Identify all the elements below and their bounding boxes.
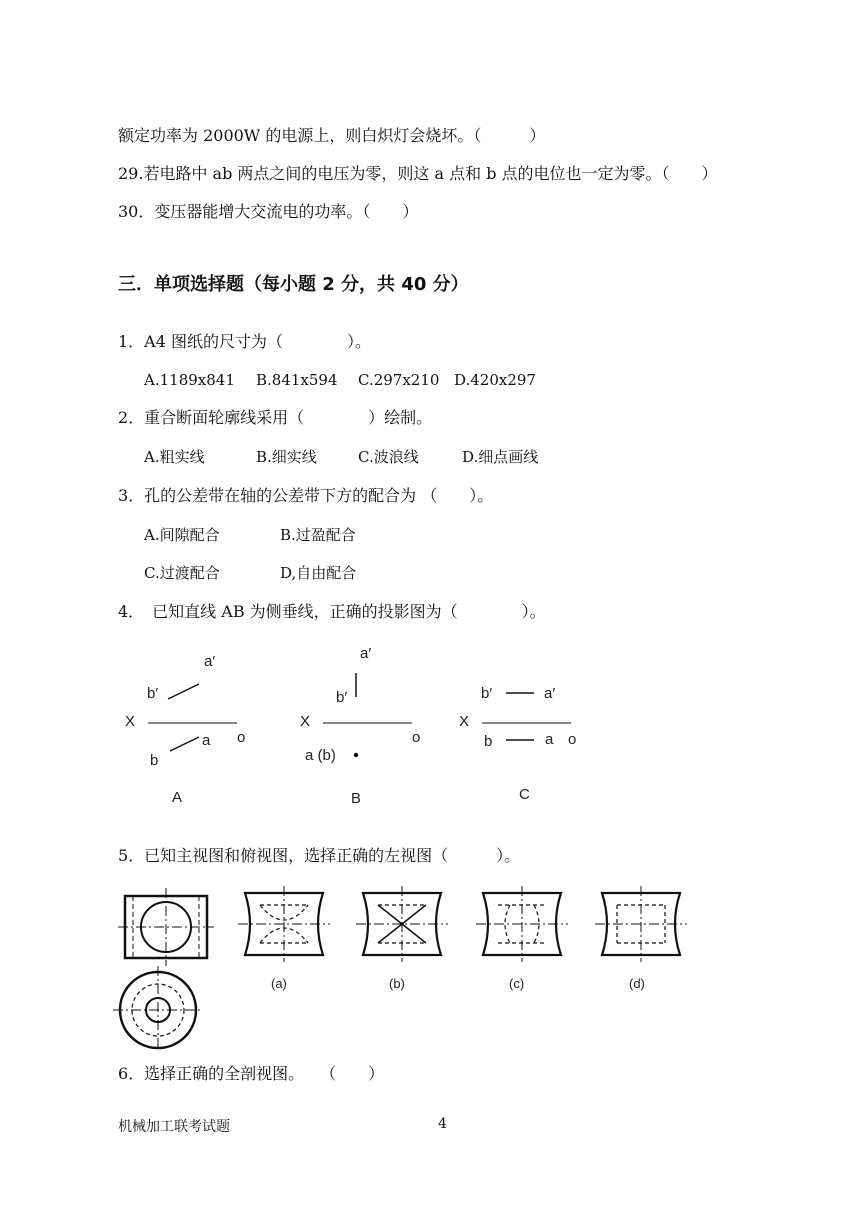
question-3-stem: 3．孔的公差带在轴的公差带下方的配合为 （ ）。 [118, 486, 494, 505]
option-d-view [595, 886, 687, 962]
top-view [113, 966, 203, 1050]
page-number: 4 [438, 1116, 447, 1132]
fig-a-line-ab [170, 737, 199, 751]
q1-option-b: B.841x594 [256, 371, 338, 389]
fig-a-b-prime-label: b′ [147, 685, 159, 702]
option-c-caption: (c) [509, 976, 525, 991]
q1-option-d: D.420x297 [454, 371, 536, 389]
fig-c-a-label: a [545, 731, 554, 748]
fig-b-b-prime-label: b′ [336, 689, 348, 706]
option-a-caption: (a) [271, 976, 287, 991]
q3-option-a: A.间隙配合 [144, 526, 220, 544]
option-c-view [476, 886, 568, 962]
q2-option-c: C.波浪线 [358, 448, 419, 466]
question-2-stem: 2．重合断面轮廓线采用（ ）绘制。 [118, 408, 433, 427]
q2-option-b: B.细实线 [256, 448, 317, 466]
section-title: 三．单项选择题（每小题 2 分，共 40 分） [118, 274, 469, 295]
fig-b-a-prime-label: a′ [360, 645, 372, 662]
q3-option-c: C.过渡配合 [144, 564, 220, 582]
option-a-view [238, 886, 330, 962]
fig-a-o-label: o [237, 729, 246, 746]
fig-b-x-label: X [300, 713, 311, 730]
tf-item-29: 29.若电路中 ab 两点之间的电压为零，则这 a 点和 b 点的电位也一定为零。（ ） [118, 164, 718, 183]
option-b-caption: (b) [389, 976, 405, 991]
fig-c-x-label: X [459, 713, 470, 730]
q5-view-figures [110, 880, 710, 1050]
tf-item-30: 30．变压器能增大交流电的功率。（ ） [118, 202, 419, 221]
fig-a-b-label: b [150, 752, 159, 769]
fig-a-line-ab-prime [168, 684, 199, 699]
footer-title: 机械加工联考试题 [118, 1119, 230, 1135]
fig-b-o-label: o [412, 729, 421, 746]
question-4-stem: 4． 已知直线 AB 为侧垂线，正确的投影图为（ ）。 [118, 602, 546, 621]
fig-a-x-label: X [125, 713, 136, 730]
q2-option-a: A.粗实线 [144, 448, 205, 466]
fig-c-o-label: o [568, 731, 577, 748]
q1-option-a: A.1189x841 [144, 371, 235, 389]
fig-c-caption: C [519, 786, 530, 803]
question-6-stem: 6．选择正确的全剖视图。 （ ） [118, 1064, 385, 1083]
fig-a-a-label: a [202, 732, 211, 749]
continuation-text: 额定功率为 2000W 的电源上，则白炽灯会烧坏。（ ） [118, 126, 546, 145]
fig-c-b-label: b [484, 733, 493, 750]
q3-option-b: B.过盈配合 [280, 526, 356, 544]
fig-b-ab-label: a (b) [305, 747, 336, 764]
fig-b-point-ab [354, 753, 358, 757]
q1-option-c: C.297x210 [358, 371, 440, 389]
question-1-stem: 1．A4 图纸的尺寸为（ ）。 [118, 332, 372, 351]
fig-c-b-prime-label: b′ [481, 685, 493, 702]
fig-a-a-prime-label: a′ [204, 653, 216, 670]
fig-a-caption: A [172, 789, 183, 806]
fig-c-a-prime-label: a′ [544, 685, 556, 702]
question-5-stem: 5．已知主视图和俯视图，选择正确的左视图（ ）。 [118, 846, 521, 865]
q3-option-d: D,自由配合 [280, 564, 357, 582]
option-d-caption: (d) [629, 976, 645, 991]
q4-projection-figures [110, 640, 610, 815]
option-b-view [356, 886, 448, 962]
front-view [118, 888, 214, 966]
q2-option-d: D.细点画线 [462, 448, 539, 466]
fig-b-caption: B [351, 790, 362, 807]
